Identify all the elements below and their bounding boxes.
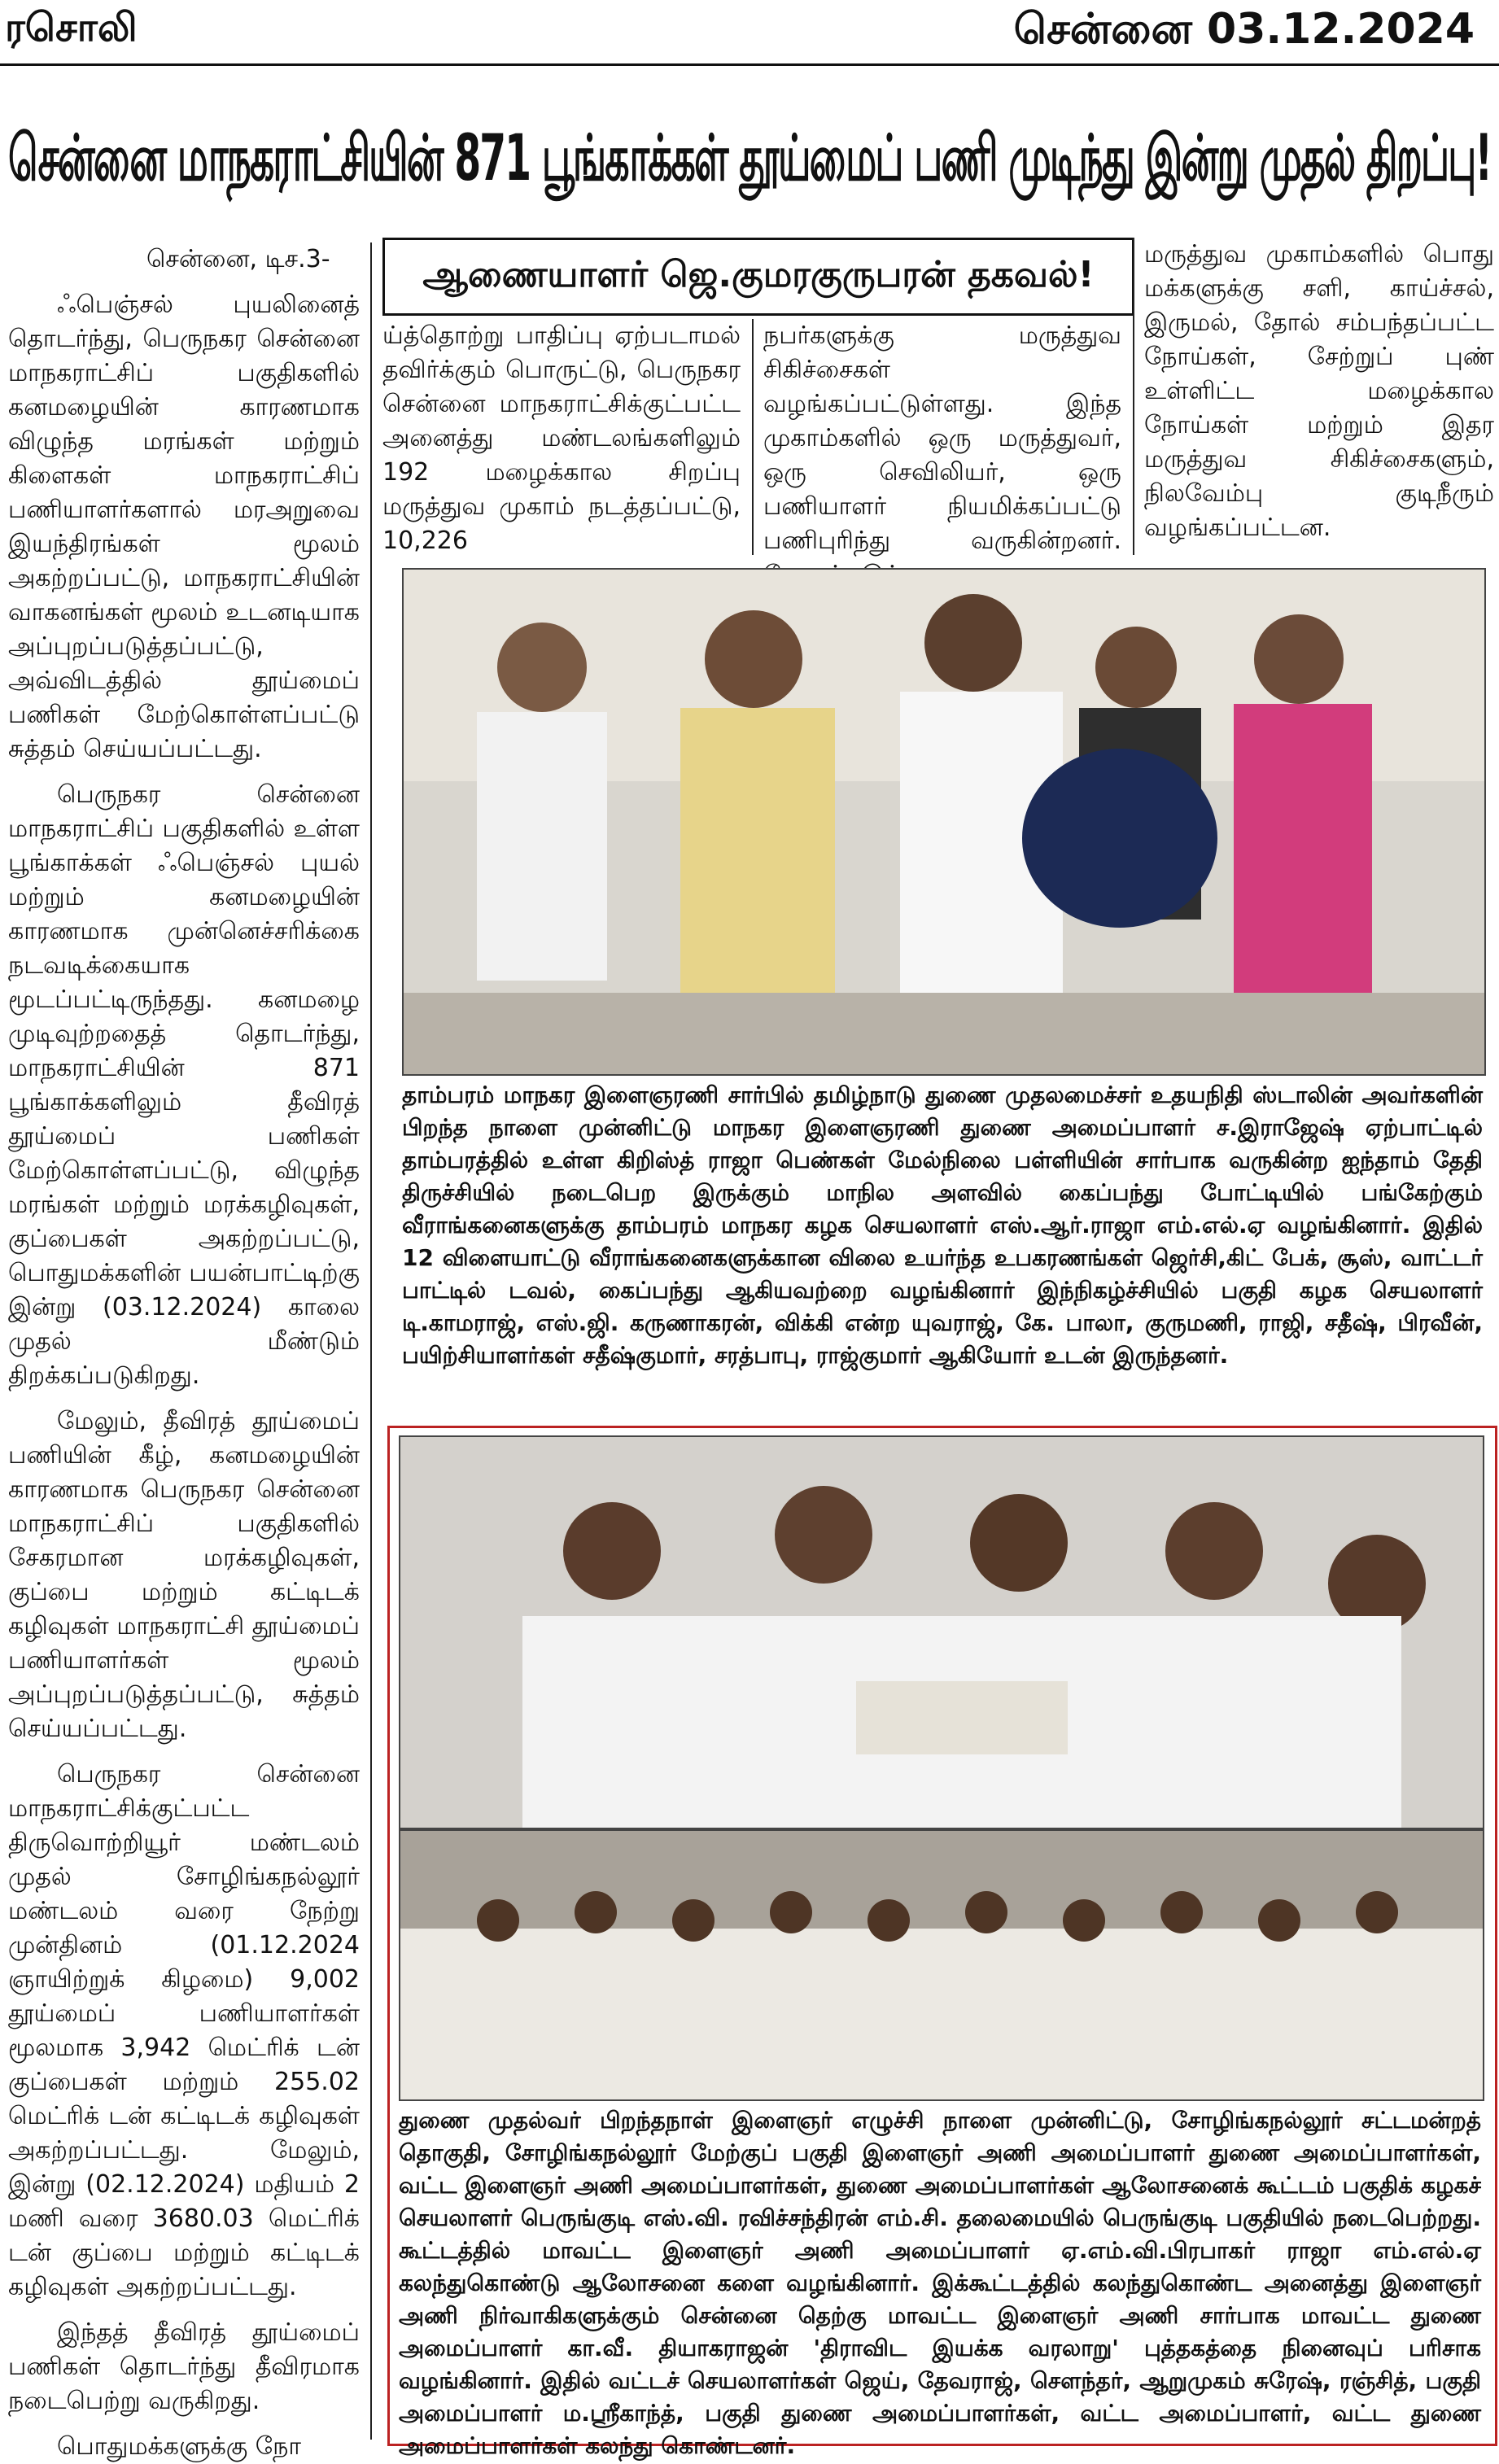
paragraph: ய்த்தொற்று பாதிப்பு ஏற்படாமல் தவிர்க்கும் பொருட்டு, பெருநகர சென்னை மாநகராட்சிக்குட்பட்ட அனைத்து மண்டலங்களிலும் 192 மழைக்கால சிறப்பு மருத்துவ முகாம் நடத்தப்பட்டு, 10,226 (382, 321, 741, 555)
column-divider (1133, 238, 1134, 555)
paragraph: ஃபெஞ்சல் புயலினைத் தொடர்ந்து, பெருநகர சென்னை மாநகராட்சிப் பகுதிகளில் கனமழையின் காரணமாக விழுந்த மரங்கள் மற்றும் கிளைகள் மாநகராட்சிப் பணியாளர்களால் மரஅறுவை இயந்திரங்கள் மூலம் அகற்றப்பட்டு, மாநகராட்சியின் வாகனங்கள் மூலம் உடனடியாக அப்புறப்படுத்தப்பட்டு, அவ்விடத்தில் தூய்மைப் பணிகள் மேற்கொள்ளப்பட்டு சுத்தம் செய்யப்பட்டது. (8, 291, 360, 763)
paragraph: பொதுமக்களுக்கு நோ (57, 2432, 302, 2461)
event-photo-sports-kit (402, 568, 1486, 1076)
edition-date: சென்னை 03.12.2024 (1013, 5, 1475, 54)
paragraph: பெருநகர சென்னை மாநகராட்சிப் பகுதிகளில் உள்ள பூங்காக்கள் ஃபெஞ்சல் புயல் மற்றும் கனமழையின் காரணமாக முன்னெச்சரிக்கை நடவடிக்கையாக மூடப்பட்டிருந்தது. கனமழை முடிவுற்றதைத் தொடர்ந்து, மாநகராட்சியின் 871 பூங்காக்களிலும் தீவிரத் தூய்மைப் பணிகள் மேற்கொள்ளப்பட்டு, விழுந்த மரங்கள் மற்றும் மரக்கழிவுகள், குப்பைகள் அகற்றப்பட்டு, பொதுமக்களின் பயன்பாட்டிற்கு இன்று (03.12.2024) காலை முதல் மீண்டும் திறக்கப்படுகிறது. (8, 780, 360, 1390)
photo-placeholder (400, 1831, 1483, 2099)
photo-placeholder (400, 1437, 1483, 1828)
event-photo-group (399, 1829, 1484, 2101)
paragraph: இந்தத் தீவிரத் தூய்மைப் பணிகள் தொடர்ந்து தீவிரமாக நடைபெற்று வருகிறது. (8, 2318, 360, 2415)
subheadline-box (382, 238, 1134, 316)
event-photo-book-handover (399, 1435, 1484, 1829)
article-column-3 (763, 319, 1121, 555)
photo-illustration (400, 1831, 1483, 2099)
paragraph: நபர்களுக்கு மருத்துவ சிகிச்சைகள் வழங்கப்பட்டுள்ளது. இந்த முகாம்களில் ஒரு மருத்துவர், ஒரு செவிலியர், ஒரு பணியாளர் நியமிக்கப்பட்டு பணிபுரிந்து வருகின்றனர். (763, 321, 1121, 555)
article-column-2 (382, 319, 741, 555)
masthead-left-fragment: ரசொலி (5, 5, 138, 50)
photo-caption-1: தாம்பரம் மாநகர இளைஞரணி சார்பில் தமிழ்நாடு துணை முதலமைச்சர் உதயநிதி ஸ்டாலின் அவர்களின் பிறந்த நாளை முன்னிட்டு மாநகர இளைஞரணி துணை அமைப்பாளர் ச.இராஜேஷ் ஏற்பாட்டில் தாம்பரத்தில் உள்ள கிறிஸ்த் ராஜா பெண்கள் மேல்நிலை பள்ளியின் சார்பாக வருகின்ற ஐந்தாம் தேதி திருச்சியில் நடைபெற இருக்கும் மாநில அளவில் கைப்பந்து போட்டியில் பங்கேற்கும் வீராங்கனைகளுக்கு தாம்பரம் மாநகர கழக செயலாளர் எஸ்.ஆர்.ராஜா எம்.எல்.ஏ வழங்கினார். இதில் 12 விளையாட்டு வீராங்கனைகளுக்கான விலை உயர்ந்த உபகரணங்கள் ஜெர்சி,கிட் பேக், சூஸ், வாட்டர் பாட்டில் டவல், கைப்பந்து ஆகியவற்றை வழங்கினார் இந்நிகழ்ச்சியில் பகுதி கழக செயலாளர் டி.காமராஜ், எஸ்.ஜி. கருணாகரன், விக்கி என்ற யுவராஜ், கே. பாலா, குருமணி, ராஜி, சதீஷ், பிரவீன், பயிற்சியாளர்கள் சதீஷ்குமார், சரத்பாபு, ராஜ்குமார் ஆகியோர் உடன் இருந்தனர். (402, 1081, 1483, 1369)
main-headline: சென்னை மாநகராட்சியின் 871 பூங்காக்கள் தூய்மைப் பணி முடிந்து இன்று முதல் திறப்பு! (8, 122, 1492, 195)
paragraph: மருத்துவ முகாம்களில் பொது மக்களுக்கு சளி, காய்ச்சல், இருமல், தோல் சம்பந்தப்பட்ட நோய்கள், சேற்றுப் புண் உள்ளிட்ட மழைக்கால நோய்கள் மற்றும் இதர மருத்துவ சிகிச்சைகளும், நிலவேம்பு குடிநீரும் வழங்கப்பட்டன. (1144, 240, 1494, 542)
column-divider (370, 242, 372, 2440)
masthead-strip (0, 0, 1499, 66)
paragraph: பெருநகர சென்னை மாநகராட்சிக்குட்பட்ட திருவொற்றியூர் மண்டலம் முதல் சோழிங்கநல்லூர் மண்டலம் வரை நேற்று முன்தினம் (01.12.2024 ஞாயிற்றுக் கிழமை) 9,002 தூய்மைப் பணியாளர்கள் மூலமாக 3,942 மெட்ரிக் டன் குப்பைகள் மற்றும் 255.02 மெட்ரிக் டன் கட்டிடக் கழிவுகள் அகற்றப்பட்டது. மேலும், இன்று (02.12.2024) மதியம் 2 மணி வரை 3680.03 மெட்ரிக் டன் குப்பை மற்றும் கட்டிடக் கழிவுகள் அகற்றப்பட்டது. (8, 1760, 360, 2301)
photo-illustration (404, 570, 1484, 1074)
paragraph: மேலும், தீவிரத் தூய்மைப் பணியின் கீழ், கனமழையின் காரணமாக பெருநகர சென்னை மாநகராட்சிப் பகுதிகளில் சேகரமான மரக்கழிவுகள், குப்பை மற்றும் கட்டிடக் கழிவுகள் மாநகராட்சி தூய்மைப் பணியாளர்கள் மூலம் அப்புறப்படுத்தப்பட்டு, சுத்தம் செய்யப்பட்டது. (8, 1407, 360, 1743)
photo-illustration (400, 1437, 1483, 1828)
dateline: சென்னை, டிச.3- (146, 245, 330, 273)
column-divider (752, 319, 754, 555)
subheadline: ஆணையாளர் ஜெ.குமரகுருபரன் தகவல்! (422, 253, 1095, 295)
photo-caption-2: துணை முதல்வர் பிறந்தநாள் இளைஞர் எழுச்சி நாளை முன்னிட்டு, சோழிங்கநல்லூர் சட்டமன்றத் தொகுதி, சோழிங்கநல்லூர் மேற்குப் பகுதி இளைஞர் அணி அமைப்பாளர் துணை அமைப்பாளர்கள், வட்ட இளைஞர் அணி அமைப்பாளர்கள், துணை அமைப்பாளர்கள் ஆலோசனைக் கூட்டம் பகுதிக் கழகச் செயலாளர் பெருங்குடி எஸ்.வி. ரவிச்சந்திரன் எம்.சி. தலைமையில் பெருங்குடி பகுதியில் நடைபெற்றது. கூட்டத்தில் மாவட்ட இளைஞர் அணி அமைப்பாளர் ஏ.எம்.வி.பிரபாகர் ராஜா எம்.எல்.ஏ கலந்துகொண்டு ஆலோசனை களை வழங்கினார். இக்கூட்டத்தில் கலந்துகொண்ட அனைத்து இளைஞர் அணி நிர்வாகிகளுக்கும் சென்னை தெற்கு மாவட்ட இளைஞர் அணி சார்பாக மாவட்ட துணை அமைப்பாளர் கா.வீ. தியாகராஜன் 'திராவிட இயக்க வரலாறு' புத்தகத்தை நினைவுப் பரிசாக வழங்கினார். இதில் வட்டச் செயலாளர்கள் ஜெய், தேவராஜ், சௌந்தர், ஆறுமுகம் சுரேஷ், ரஞ்சித், பகுதி அமைப்பாளர் ம.ஸ்ரீகாந்த், பகுதி துணை அமைப்பாளர்கள், வட்ட அமைப்பாளர், வட்ட துணை அமைப்பாளர்கள் கலந்து கொண்டனர். (399, 2107, 1481, 2459)
article-column-4 (1144, 238, 1494, 555)
article-left-column (8, 242, 360, 2461)
photo-placeholder (404, 570, 1484, 1074)
